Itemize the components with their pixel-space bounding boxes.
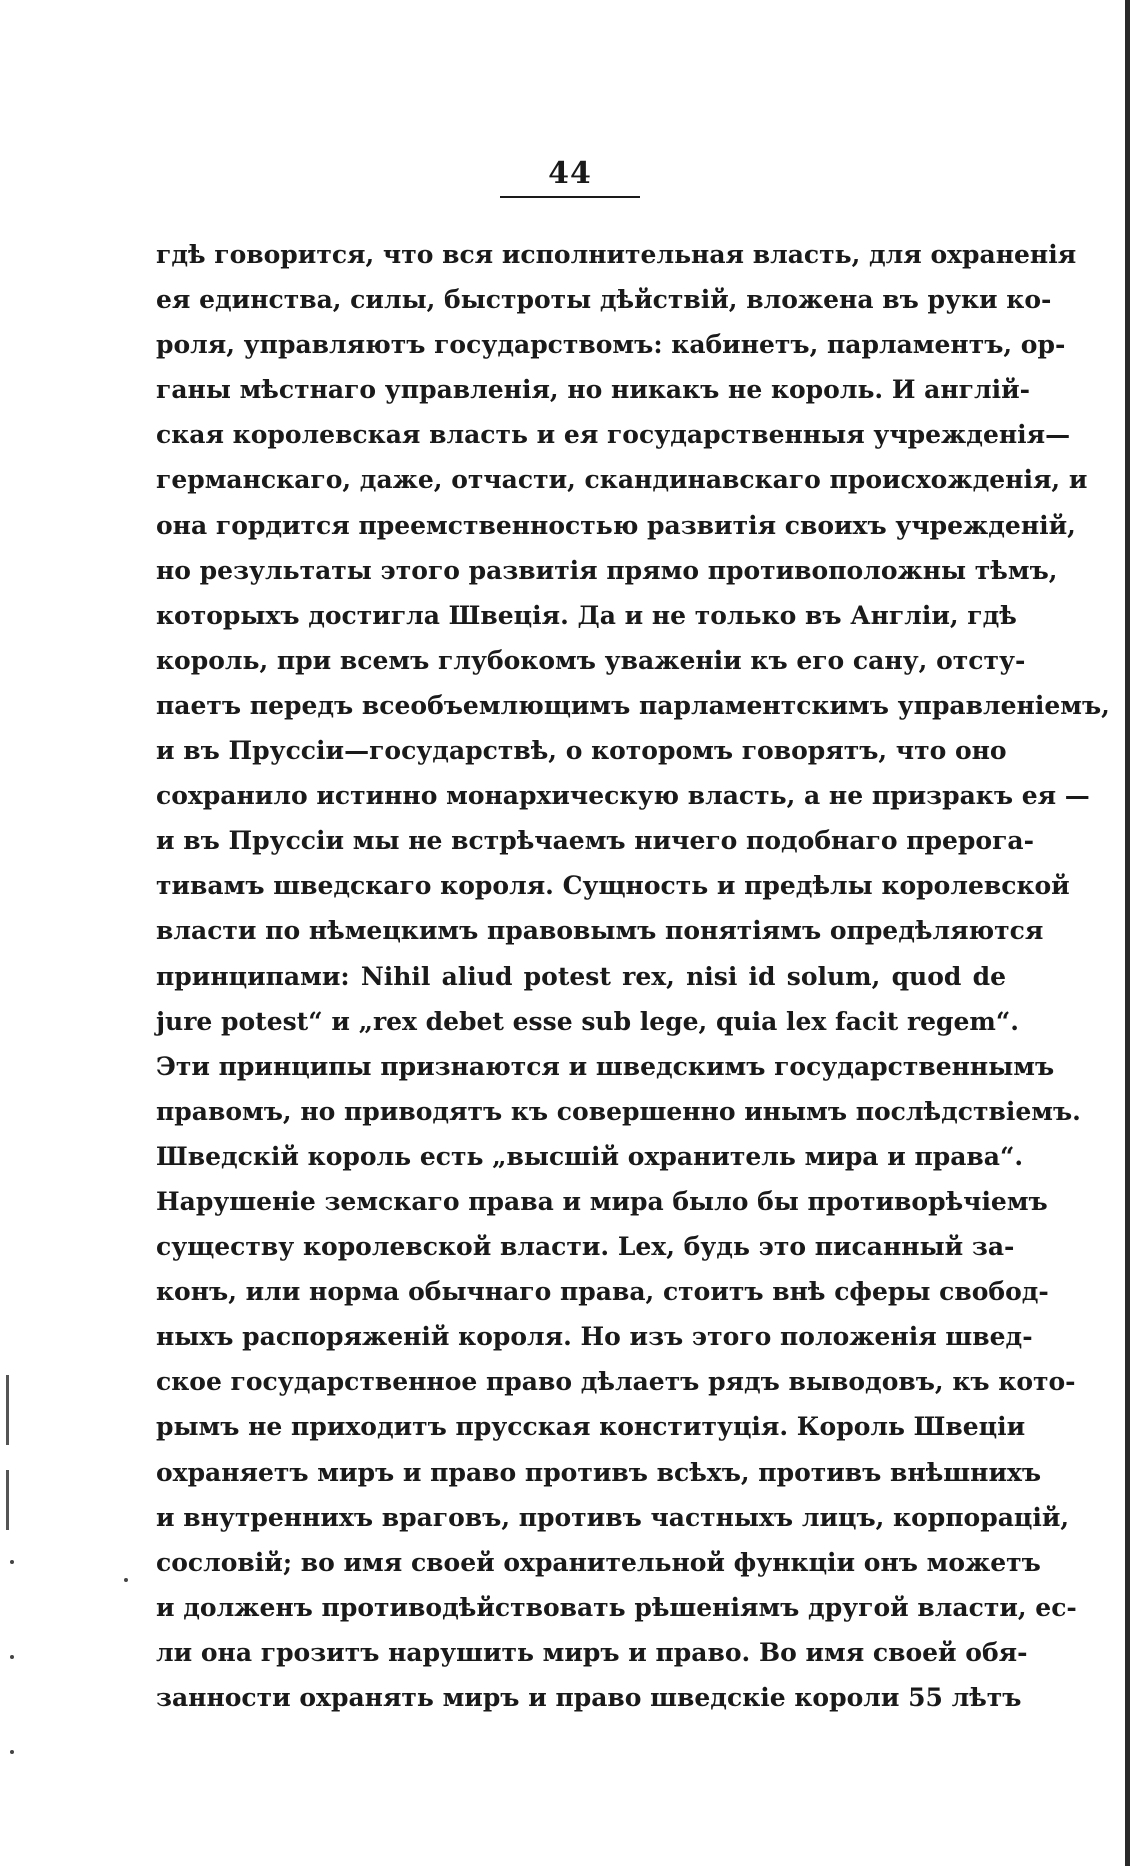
text-line: и въ Пруссіи—государствѣ, о которомъ говорятъ, что оно: [156, 736, 1007, 766]
margin-dot: [124, 1578, 128, 1582]
text-line: гдѣ говорится, что вся исполнительная власть, для охраненія: [156, 240, 1077, 269]
margin-dot: [10, 1560, 14, 1564]
text-line: она гордится преемственностью развитія своихъ учрежденій,: [156, 510, 1076, 540]
text-line: занности охранять миръ и право шведскіе короли 55 лѣтъ: [156, 1683, 1022, 1712]
text-line: Эти принципы признаются и шведскимъ государственнымъ: [156, 1051, 1055, 1081]
text-line: ская королевская власть и ея государственныя учрежденія—: [156, 420, 1071, 450]
text-line: которыхъ достигла Швеція. Да и не только въ Англіи, гдѣ: [156, 600, 1017, 630]
text-line: роля, управляютъ государствомъ: кабинетъ, парламентъ, ор-: [156, 330, 1066, 360]
text-line: ныхъ распоряженій короля. Но изъ этого положенія швед-: [156, 1322, 1033, 1352]
text-line: сословій; во имя своей охранительной функціи онъ можетъ: [156, 1547, 1041, 1577]
text-line: принципами: Nihil aliud potest rex, nisi id solum, quod de: [156, 961, 1006, 991]
text-line: тивамъ шведскаго короля. Сущность и предѣлы королевской: [156, 871, 1070, 901]
text-line: ли она грозитъ нарушить миръ и право. Во имя своей обя-: [156, 1637, 1028, 1667]
text-line: король, при всемъ глубокомъ уваженіи къ его сану, отсту-: [156, 645, 1026, 675]
text-line: конъ, или норма обычнаго права, стоитъ внѣ сферы свобод-: [156, 1277, 1049, 1307]
page-number: 44: [548, 156, 592, 191]
text-line: и въ Пруссіи мы не встрѣчаемъ ничего подобнаго прерога-: [156, 826, 1034, 856]
text-line: существу королевской власти. Lex, будь это писанный за-: [156, 1232, 1015, 1262]
text-line: ское государственное право дѣлаетъ рядъ выводовъ, къ кото-: [156, 1367, 1076, 1397]
text-line: и внутреннихъ враговъ, противъ частныхъ лицъ, корпорацій,: [156, 1502, 1070, 1532]
text-line: сохранило истинно монархическую власть, а не призракъ ея —: [156, 781, 1090, 811]
text-line: Нарушеніе земскаго права и мира было бы противорѣчіемъ: [156, 1186, 1048, 1216]
text-line: и долженъ противодѣйствовать рѣшеніямъ другой власти, ес-: [156, 1592, 1077, 1622]
text-line: Шведскій король есть „высшій охранитель мира и права“.: [156, 1141, 1024, 1171]
margin-dot: [10, 1655, 14, 1659]
page-number-rule: [500, 196, 640, 198]
text-line: охраняетъ миръ и право противъ всѣхъ, противъ внѣшнихъ: [156, 1457, 1042, 1487]
text-line: власти по нѣмецкимъ правовымъ понятіямъ опредѣляются: [156, 916, 1044, 946]
text-line: рымъ не приходитъ прусская конституція. Король Швеціи: [156, 1412, 1026, 1442]
margin-dot: [10, 1750, 14, 1754]
text-line: ганы мѣстнаго управленія, но никакъ не король. И англій-: [156, 375, 1031, 405]
page-edge-border: [1125, 0, 1130, 1866]
margin-scan-mark: [6, 1375, 9, 1445]
text-line: ея единства, силы, быстроты дѣйствій, вложена въ руки ко-: [156, 285, 1052, 315]
text-line: паетъ передъ всеобъемлющимъ парламентскимъ управленіемъ,: [156, 690, 1110, 720]
text-line: правомъ, но приводятъ къ совершенно инымъ послѣдствіемъ.: [156, 1096, 1081, 1126]
text-line: jure potest“ и „rex debet esse sub lege, quia lex facit regem“.: [156, 1006, 1019, 1036]
text-line: германскаго, даже, отчасти, скандинавскаго происхожденія, и: [156, 465, 1088, 495]
margin-scan-mark: [6, 1470, 9, 1530]
body-text: [156, 232, 1110, 1720]
text-line: но результаты этого развитія прямо противоположны тѣмъ,: [156, 555, 1058, 585]
